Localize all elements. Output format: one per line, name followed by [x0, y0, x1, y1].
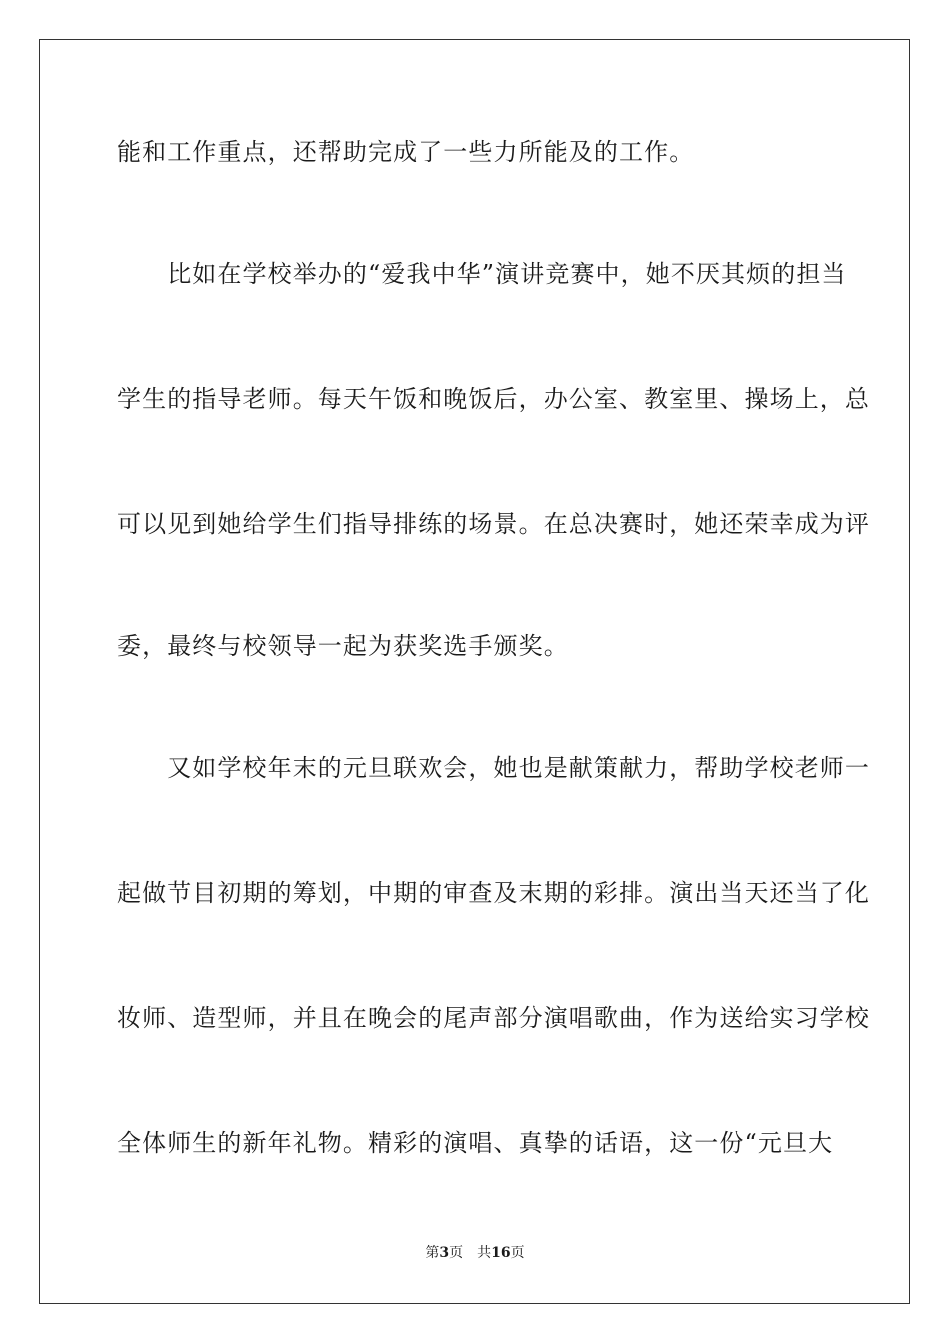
- page-number: 3: [439, 1245, 450, 1261]
- body-text-line: 又如学校年末的元旦联欢会，她也是献策献力，帮助学校老师一: [117, 754, 870, 782]
- body-text-line: 妆师、造型师，并且在晚会的尾声部分演唱歌曲，作为送给实习学校: [117, 1004, 870, 1032]
- body-text-line: 比如在学校举办的“爱我中华”演讲竞赛中，她不厌其烦的担当: [117, 260, 847, 288]
- body-text-line: 委，最终与校领导一起为获奖选手颁奖。: [117, 632, 569, 660]
- body-text-line: 全体师生的新年礼物。精彩的演唱、真挚的话语，这一份“元旦大: [117, 1129, 834, 1157]
- total-suffix: 页: [510, 1245, 525, 1261]
- total-pages: 16: [491, 1245, 511, 1261]
- page-footer: [0, 1244, 950, 1262]
- total-prefix: 共: [477, 1245, 492, 1261]
- body-text-line: 能和工作重点，还帮助完成了一些力所能及的工作。: [117, 138, 695, 166]
- body-text-line: 学生的指导老师。每天午饭和晚饭后，办公室、教室里、操场上，总: [117, 385, 870, 413]
- body-text-line: 可以见到她给学生们指导排练的场景。在总决赛时，她还荣幸成为评: [117, 510, 870, 538]
- page-border: [39, 39, 910, 1304]
- page-prefix: 第: [425, 1245, 440, 1261]
- page-suffix: 页: [449, 1245, 464, 1261]
- body-text-line: 起做节目初期的筹划，中期的审查及末期的彩排。演出当天还当了化: [117, 879, 870, 907]
